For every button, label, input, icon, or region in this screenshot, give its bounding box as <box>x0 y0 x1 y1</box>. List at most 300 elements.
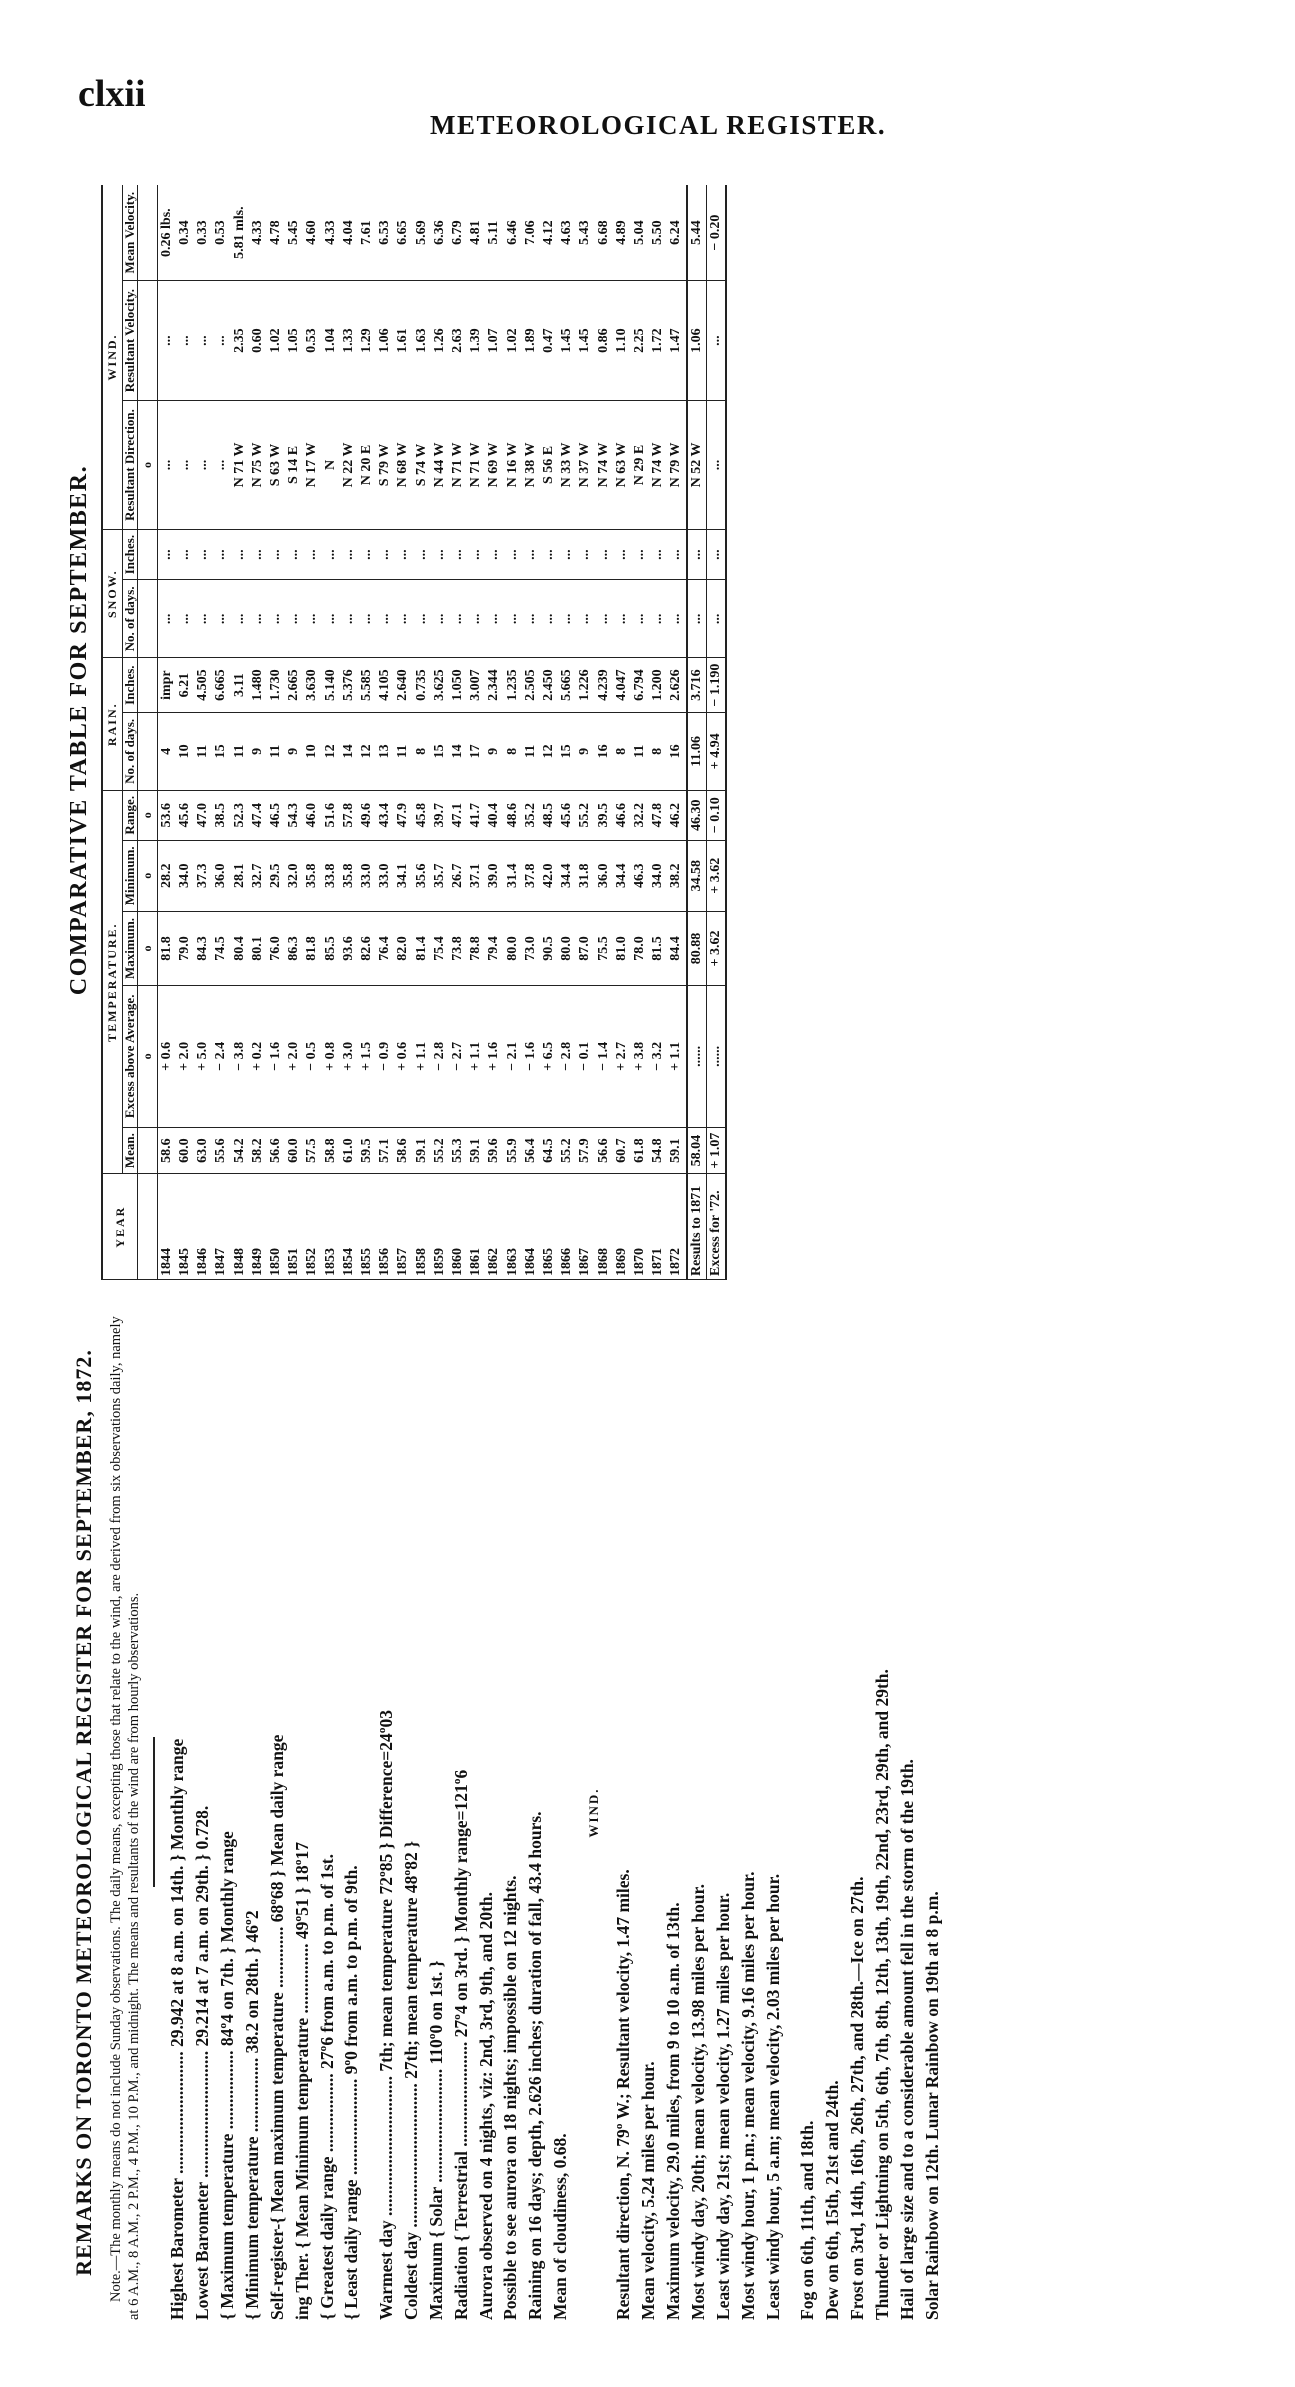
table-cell: 36.0 <box>212 840 230 912</box>
table-cell: 41.7 <box>467 790 485 840</box>
table-cell: − 2.8 <box>558 985 576 1127</box>
table-cell: 1850 <box>267 1174 285 1280</box>
table-cell: 3.625 <box>431 658 449 712</box>
table-cell: ...... <box>706 985 726 1127</box>
table-cell: 34.0 <box>176 840 194 912</box>
table-cell: Excess for '72. <box>706 1174 726 1280</box>
table-cell: 0.34 <box>176 185 194 281</box>
table-cell: ... <box>231 580 249 658</box>
table-cell: 60.7 <box>613 1127 631 1174</box>
table-cell: ... <box>176 281 194 401</box>
col-header: Range. <box>123 790 138 840</box>
table-cell: ... <box>376 580 394 658</box>
table-cell: ... <box>431 529 449 579</box>
table-cell: ... <box>540 529 558 579</box>
table-cell: 43.4 <box>376 790 394 840</box>
table-cell: 54.2 <box>231 1127 249 1174</box>
remarks-line: Highest Barometer ............................ 29.942 at 8 a.m. on 14th. } Monthly range <box>167 1738 188 2320</box>
table-cell: 2.626 <box>667 658 686 712</box>
table-row <box>595 185 613 1280</box>
table-cell: 59.1 <box>467 1127 485 1174</box>
table-cell: 15 <box>212 712 230 790</box>
table-cell: − 1.6 <box>522 985 540 1127</box>
table-cell: ... <box>176 401 194 530</box>
table-cell: + 6.5 <box>540 985 558 1127</box>
table-cell: 1.72 <box>649 281 667 401</box>
table-cell: ... <box>613 580 631 658</box>
table-cell: ... <box>706 401 726 530</box>
table-cell: ... <box>631 529 649 579</box>
table-cell: + 1.5 <box>358 985 376 1127</box>
table-cell: 0.735 <box>413 658 431 712</box>
table-cell: ... <box>394 529 412 579</box>
table-cell: 85.5 <box>322 912 340 986</box>
col-header: No. of days. <box>123 580 138 658</box>
table-cell: 81.5 <box>649 912 667 986</box>
remarks-note: Note.—The monthly means do not include Sunday observations. The daily means, excepting those that relate to the wind, are derived from six observations daily, namely at 6 A.M., 8 A.M., 2 P.M., 4 P.M., 10 P.M., and midnight. The means and resultants of the wind are from hourly observations. <box>108 1316 143 2320</box>
table-cell: S 63 W <box>267 401 285 530</box>
table-cell <box>138 281 157 401</box>
table-row <box>285 185 303 1280</box>
page-title: METEOROLOGICAL REGISTER. <box>430 110 887 140</box>
table-cell: 45.6 <box>558 790 576 840</box>
page-number: clxii <box>78 73 146 115</box>
table-cell: 6.665 <box>212 658 230 712</box>
misc-line: Frost on 3rd, 14th, 16th, 26th, 27th, and 28th.—Ice on 27th. <box>847 1876 868 2320</box>
table-cell: 6.46 <box>504 185 522 281</box>
table-cell: 0.60 <box>249 281 267 401</box>
table-cell: ... <box>576 580 594 658</box>
table-cell: 17 <box>467 712 485 790</box>
table-cell: 1844 <box>157 1174 176 1280</box>
table-cell: 37.3 <box>194 840 212 912</box>
remarks-line: Lowest Barometer ............................. 29.214 at 7 a.m. on 29th. } 0.728. <box>192 1805 213 2320</box>
table-cell: ... <box>687 580 707 658</box>
table-cell: o <box>138 790 157 840</box>
table-cell: 56.6 <box>595 1127 613 1174</box>
table-cell: 59.1 <box>413 1127 431 1174</box>
col-header: Inches. <box>123 658 138 712</box>
table-cell: 39.0 <box>485 840 503 912</box>
table-cell: − 2.7 <box>449 985 467 1127</box>
table-cell: 6.21 <box>176 658 194 712</box>
table-cell: 31.4 <box>504 840 522 912</box>
table-cell: 56.4 <box>522 1127 540 1174</box>
table-cell: 11 <box>231 712 249 790</box>
table-cell: 46.3 <box>631 840 649 912</box>
table-cell: 32.0 <box>285 840 303 912</box>
table-cell: N 79 W <box>667 401 686 530</box>
wind-line: Resultant direction, N. 79º W.; Resultant velocity, 1.47 miles. <box>613 1869 634 2320</box>
table-cell: ... <box>504 529 522 579</box>
table-cell: + 2.7 <box>613 985 631 1127</box>
remarks-section <box>60 1305 1220 2320</box>
table-cell: 9 <box>249 712 267 790</box>
table-cell: 3.11 <box>231 658 249 712</box>
table-cell: 34.4 <box>613 840 631 912</box>
table-cell: 47.1 <box>449 790 467 840</box>
table-row <box>431 185 449 1280</box>
table-cell: 2.63 <box>449 281 467 401</box>
table-cell: 57.1 <box>376 1127 394 1174</box>
table-cell: 45.6 <box>176 790 194 840</box>
table-cell: N 68 W <box>394 401 412 530</box>
remarks-line: ing Ther. { Mean Minimum temperature ................ 49º51 } 18º17 <box>291 1841 312 2320</box>
table-cell: 9 <box>285 712 303 790</box>
table-cell: 81.4 <box>413 912 431 986</box>
table-cell: 1.04 <box>322 281 340 401</box>
table-cell: ... <box>157 401 176 530</box>
table-cell: ... <box>595 580 613 658</box>
table-cell: 12 <box>358 712 376 790</box>
group-header-rain: RAIN. <box>102 658 123 790</box>
table-cell: 28.1 <box>231 840 249 912</box>
table-cell: 5.376 <box>340 658 358 712</box>
table-row <box>649 185 667 1280</box>
table-cell: 8 <box>413 712 431 790</box>
table-cell: 61.8 <box>631 1127 649 1174</box>
table-cell: 32.7 <box>249 840 267 912</box>
table-cell: ... <box>157 529 176 579</box>
table-cell: + 3.62 <box>706 840 726 912</box>
table-cell: 1.10 <box>613 281 631 401</box>
table-cell: 4.33 <box>322 185 340 281</box>
table-cell: 55.2 <box>558 1127 576 1174</box>
table-row <box>413 185 431 1280</box>
table-cell: + 1.1 <box>413 985 431 1127</box>
table-row <box>157 185 176 1280</box>
col-header: Resultant Direction. <box>123 401 138 530</box>
col-header: Resultant Velocity. <box>123 281 138 401</box>
table-cell: 8 <box>649 712 667 790</box>
table-cell: 47.4 <box>249 790 267 840</box>
table-cell: 40.4 <box>485 790 503 840</box>
table-cell: ... <box>249 580 267 658</box>
table-cell: ... <box>576 529 594 579</box>
table-row <box>212 185 230 1280</box>
table-cell: 1.05 <box>285 281 303 401</box>
remarks-title: REMARKS ON TORONTO METEOROLOGICAL REGISTER FOR SEPTEMBER, 1872. <box>71 1349 96 2276</box>
table-cell: 7.61 <box>358 185 376 281</box>
table-cell: 7.06 <box>522 185 540 281</box>
table-row <box>303 185 321 1280</box>
table-cell: 5.665 <box>558 658 576 712</box>
table-cell: ... <box>522 529 540 579</box>
table-cell <box>138 185 157 281</box>
table-cell: ... <box>212 580 230 658</box>
table-cell: ... <box>176 529 194 579</box>
table-cell: 33.0 <box>358 840 376 912</box>
table-cell: 38.2 <box>667 840 686 912</box>
table-cell: + 0.6 <box>394 985 412 1127</box>
table-cell: N 33 W <box>558 401 576 530</box>
table-cell: 4.81 <box>467 185 485 281</box>
table-cell: ... <box>667 529 686 579</box>
table-cell: 53.6 <box>157 790 176 840</box>
table-cell: 5.04 <box>631 185 649 281</box>
table-cell: 81.8 <box>303 912 321 986</box>
table-cell: 48.6 <box>504 790 522 840</box>
table-cell: 1845 <box>176 1174 194 1280</box>
table-cell: 1866 <box>558 1174 576 1280</box>
table-cell: ... <box>340 580 358 658</box>
remarks-line: Maximum { Solar .......................... 110º0 on 1st. } <box>425 1960 446 2320</box>
table-cell: 47.8 <box>649 790 667 840</box>
table-cell: + 1.6 <box>485 985 503 1127</box>
table-cell: N 44 W <box>431 401 449 530</box>
table-cell: 12 <box>322 712 340 790</box>
table-cell: 4.60 <box>303 185 321 281</box>
table-row <box>667 185 686 1280</box>
table-cell: 55.2 <box>576 790 594 840</box>
table-cell: ... <box>613 529 631 579</box>
col-header: Excess above Average. <box>123 985 138 1127</box>
table-cell: 80.88 <box>687 912 707 986</box>
table-cell: 1.61 <box>394 281 412 401</box>
table-cell: 76.0 <box>267 912 285 986</box>
table-cell: N 22 W <box>340 401 358 530</box>
rotated-content <box>60 170 1220 2320</box>
table-cell: 11 <box>194 712 212 790</box>
table-cell: 15 <box>558 712 576 790</box>
table-cell: 1871 <box>649 1174 667 1280</box>
table-cell: 63.0 <box>194 1127 212 1174</box>
table-cell: 38.5 <box>212 790 230 840</box>
remarks-line: { Minimum temperature ................. 38.2 on 28th. } 46º2 <box>242 1910 263 2320</box>
table-cell: + 4.94 <box>706 712 726 790</box>
table-cell: ... <box>540 580 558 658</box>
table-cell: 5.44 <box>687 185 707 281</box>
table-cell: 87.0 <box>576 912 594 986</box>
table-cell: 11 <box>394 712 412 790</box>
table-cell: 14 <box>340 712 358 790</box>
table-row <box>522 185 540 1280</box>
table-cell: 6.36 <box>431 185 449 281</box>
table-cell: 0.53 <box>212 185 230 281</box>
table-cell: 3.007 <box>467 658 485 712</box>
table-cell: 1872 <box>667 1174 686 1280</box>
table-row <box>613 185 631 1280</box>
table-cell: 0.33 <box>194 185 212 281</box>
table-cell: ... <box>285 529 303 579</box>
table-cell: ... <box>303 580 321 658</box>
table-cell: 75.5 <box>595 912 613 986</box>
table-cell: − 0.9 <box>376 985 394 1127</box>
table-cell: − 2.4 <box>212 985 230 1127</box>
table-cell: + 0.6 <box>157 985 176 1127</box>
table-row <box>467 185 485 1280</box>
table-cell: 55.6 <box>212 1127 230 1174</box>
table-cell: S 14 E <box>285 401 303 530</box>
remarks-line: Mean of cloudiness, 0.68. <box>550 2133 571 2320</box>
table-cell: 1854 <box>340 1174 358 1280</box>
table-cell: 39.7 <box>431 790 449 840</box>
table-cell: N 71 W <box>231 401 249 530</box>
table-cell: 1.06 <box>687 281 707 401</box>
table-cell: ... <box>303 529 321 579</box>
table-cell: 56.6 <box>267 1127 285 1174</box>
table-cell: ... <box>649 529 667 579</box>
wind-line: Least windy hour, 5 a.m; mean velocity, 2.03 miles per hour. <box>762 1873 783 2320</box>
table-row <box>176 185 194 1280</box>
table-cell: 55.2 <box>431 1127 449 1174</box>
table-cell: 8 <box>504 712 522 790</box>
table-cell: 46.2 <box>667 790 686 840</box>
table-cell: 54.8 <box>649 1127 667 1174</box>
table-cell <box>138 580 157 658</box>
table-cell: ... <box>706 580 726 658</box>
table-cell: 6.65 <box>394 185 412 281</box>
table-cell: 16 <box>667 712 686 790</box>
table-cell: 58.6 <box>157 1127 176 1174</box>
table-cell: 1.730 <box>267 658 285 712</box>
table-cell: 57.8 <box>340 790 358 840</box>
table-cell: 80.1 <box>249 912 267 986</box>
remarks-line: { Least daily range ...................... 9º0 from a.m. to p.m. of 9th. <box>341 1865 362 2320</box>
table-cell: 32.2 <box>631 790 649 840</box>
table-cell: 1.63 <box>413 281 431 401</box>
table-cell: − 0.5 <box>303 985 321 1127</box>
table-cell: 49.6 <box>358 790 376 840</box>
table-cell: N 63 W <box>613 401 631 530</box>
remarks-line: Warmest day ................................ 7th; mean temperature 72º85 } Difference=24º03 <box>376 1709 397 2320</box>
table-cell: 5.69 <box>413 185 431 281</box>
table-cell: 35.8 <box>303 840 321 912</box>
table-cell: N 16 W <box>504 401 522 530</box>
table-cell: 35.8 <box>340 840 358 912</box>
table-cell: 5.45 <box>285 185 303 281</box>
table-cell: 6.794 <box>631 658 649 712</box>
table-cell: ... <box>157 281 176 401</box>
table-cell: S 74 W <box>413 401 431 530</box>
table-cell: 14 <box>449 712 467 790</box>
remarks-line: Self-register-{ Mean maximum temperature .............. 68º68 } Mean daily range <box>266 1734 287 2320</box>
table-cell: 1.45 <box>558 281 576 401</box>
table-cell: 9 <box>485 712 503 790</box>
table-cell: 1.02 <box>504 281 522 401</box>
table-cell: 6.79 <box>449 185 467 281</box>
table-cell: 2.344 <box>485 658 503 712</box>
table-cell: 58.2 <box>249 1127 267 1174</box>
table-cell: ... <box>394 580 412 658</box>
table-cell: 3.630 <box>303 658 321 712</box>
table-cell: N <box>322 401 340 530</box>
table-cell: − 1.6 <box>267 985 285 1127</box>
table-cell: 90.5 <box>540 912 558 986</box>
remarks-line: Coldest day ................................. 27th; mean temperature 48º82 } <box>401 1841 422 2320</box>
misc-line: Dew on 6th, 15th, 21st and 24th. <box>822 2080 843 2320</box>
table-cell: 4 <box>157 712 176 790</box>
table-cell: 46.30 <box>687 790 707 840</box>
table-body <box>138 185 726 1280</box>
table-cell: 58.8 <box>322 1127 340 1174</box>
table-cell: 6.53 <box>376 185 394 281</box>
table-cell: 37.8 <box>522 840 540 912</box>
col-header: Minimum. <box>123 840 138 912</box>
table-cell: − 0.20 <box>706 185 726 281</box>
remarks-line: { Greatest daily range .................. 27º6 from a.m. to p.m. of 1st. <box>316 1854 337 2320</box>
table-cell: + 2.0 <box>176 985 194 1127</box>
table-cell: 12 <box>540 712 558 790</box>
table-cell: + 1.1 <box>467 985 485 1127</box>
table-cell: ... <box>687 529 707 579</box>
table-cell: 34.4 <box>558 840 576 912</box>
table-cell: 64.5 <box>540 1127 558 1174</box>
table-cell: ... <box>504 580 522 658</box>
table-cell: 10 <box>176 712 194 790</box>
table-cell: 1860 <box>449 1174 467 1280</box>
table-cell: ... <box>649 580 667 658</box>
table-cell: ... <box>267 580 285 658</box>
table-cell: 46.0 <box>303 790 321 840</box>
table-cell: 1870 <box>631 1174 649 1280</box>
table-cell: 1861 <box>467 1174 485 1280</box>
divider <box>153 1738 155 1888</box>
table-cell: ... <box>267 529 285 579</box>
table-row <box>504 185 522 1280</box>
table-cell: + 3.8 <box>631 985 649 1127</box>
table-cell: 5.585 <box>358 658 376 712</box>
table-cell: 80.4 <box>231 912 249 986</box>
table-cell: ...... <box>687 985 707 1127</box>
table-cell: 4.047 <box>613 658 631 712</box>
table-cell: 11.06 <box>687 712 707 790</box>
table-cell: 4.33 <box>249 185 267 281</box>
table-cell: 1.02 <box>267 281 285 401</box>
table-cell: ... <box>194 281 212 401</box>
remarks-line: { Maximum temperature .................. 84º4 on 7th. } Monthly range <box>217 1831 238 2320</box>
table-cell: 82.0 <box>394 912 412 986</box>
table-cell: 5.50 <box>649 185 667 281</box>
wind-line: Maximum velocity, 29.0 miles, from 9 to 10 a.m. of 13th. <box>663 1902 684 2320</box>
group-header-wind: WIND. <box>102 185 123 529</box>
table-cell: N 71 W <box>449 401 467 530</box>
table-cell: ... <box>212 281 230 401</box>
remarks-line: Raining on 16 days; depth, 2.626 inches; duration of fall, 43.4 hours. <box>525 1811 546 2320</box>
table-cell: 47.0 <box>194 790 212 840</box>
table-cell: 1863 <box>504 1174 522 1280</box>
table-cell: o <box>138 401 157 530</box>
table-cell: ... <box>485 529 503 579</box>
table-cell: N 74 W <box>649 401 667 530</box>
table-cell: 1859 <box>431 1174 449 1280</box>
table-cell: 1.050 <box>449 658 467 712</box>
table-cell: N 38 W <box>522 401 540 530</box>
col-header: Mean. <box>123 1127 138 1174</box>
table-cell: 1867 <box>576 1174 594 1280</box>
table-cell: ... <box>176 580 194 658</box>
table-cell: ... <box>194 580 212 658</box>
table-cell: 5.140 <box>322 658 340 712</box>
table-cell: 4.239 <box>595 658 613 712</box>
table-cell: 1.29 <box>358 281 376 401</box>
table-cell: ... <box>157 580 176 658</box>
table-cell: 34.58 <box>687 840 707 912</box>
table-cell: 1864 <box>522 1174 540 1280</box>
comparative-table-section <box>60 180 1220 1280</box>
table-cell: ... <box>413 580 431 658</box>
table-cell: ... <box>231 529 249 579</box>
table-cell: 29.5 <box>267 840 285 912</box>
table-cell: ... <box>340 529 358 579</box>
table-cell: + 3.0 <box>340 985 358 1127</box>
wind-line: Mean velocity, 5.24 miles per hour. <box>638 2061 659 2320</box>
table-cell: 15 <box>431 712 449 790</box>
table-cell: 45.8 <box>413 790 431 840</box>
table-cell: 48.5 <box>540 790 558 840</box>
table-cell: 1858 <box>413 1174 431 1280</box>
table-cell: 51.6 <box>322 790 340 840</box>
